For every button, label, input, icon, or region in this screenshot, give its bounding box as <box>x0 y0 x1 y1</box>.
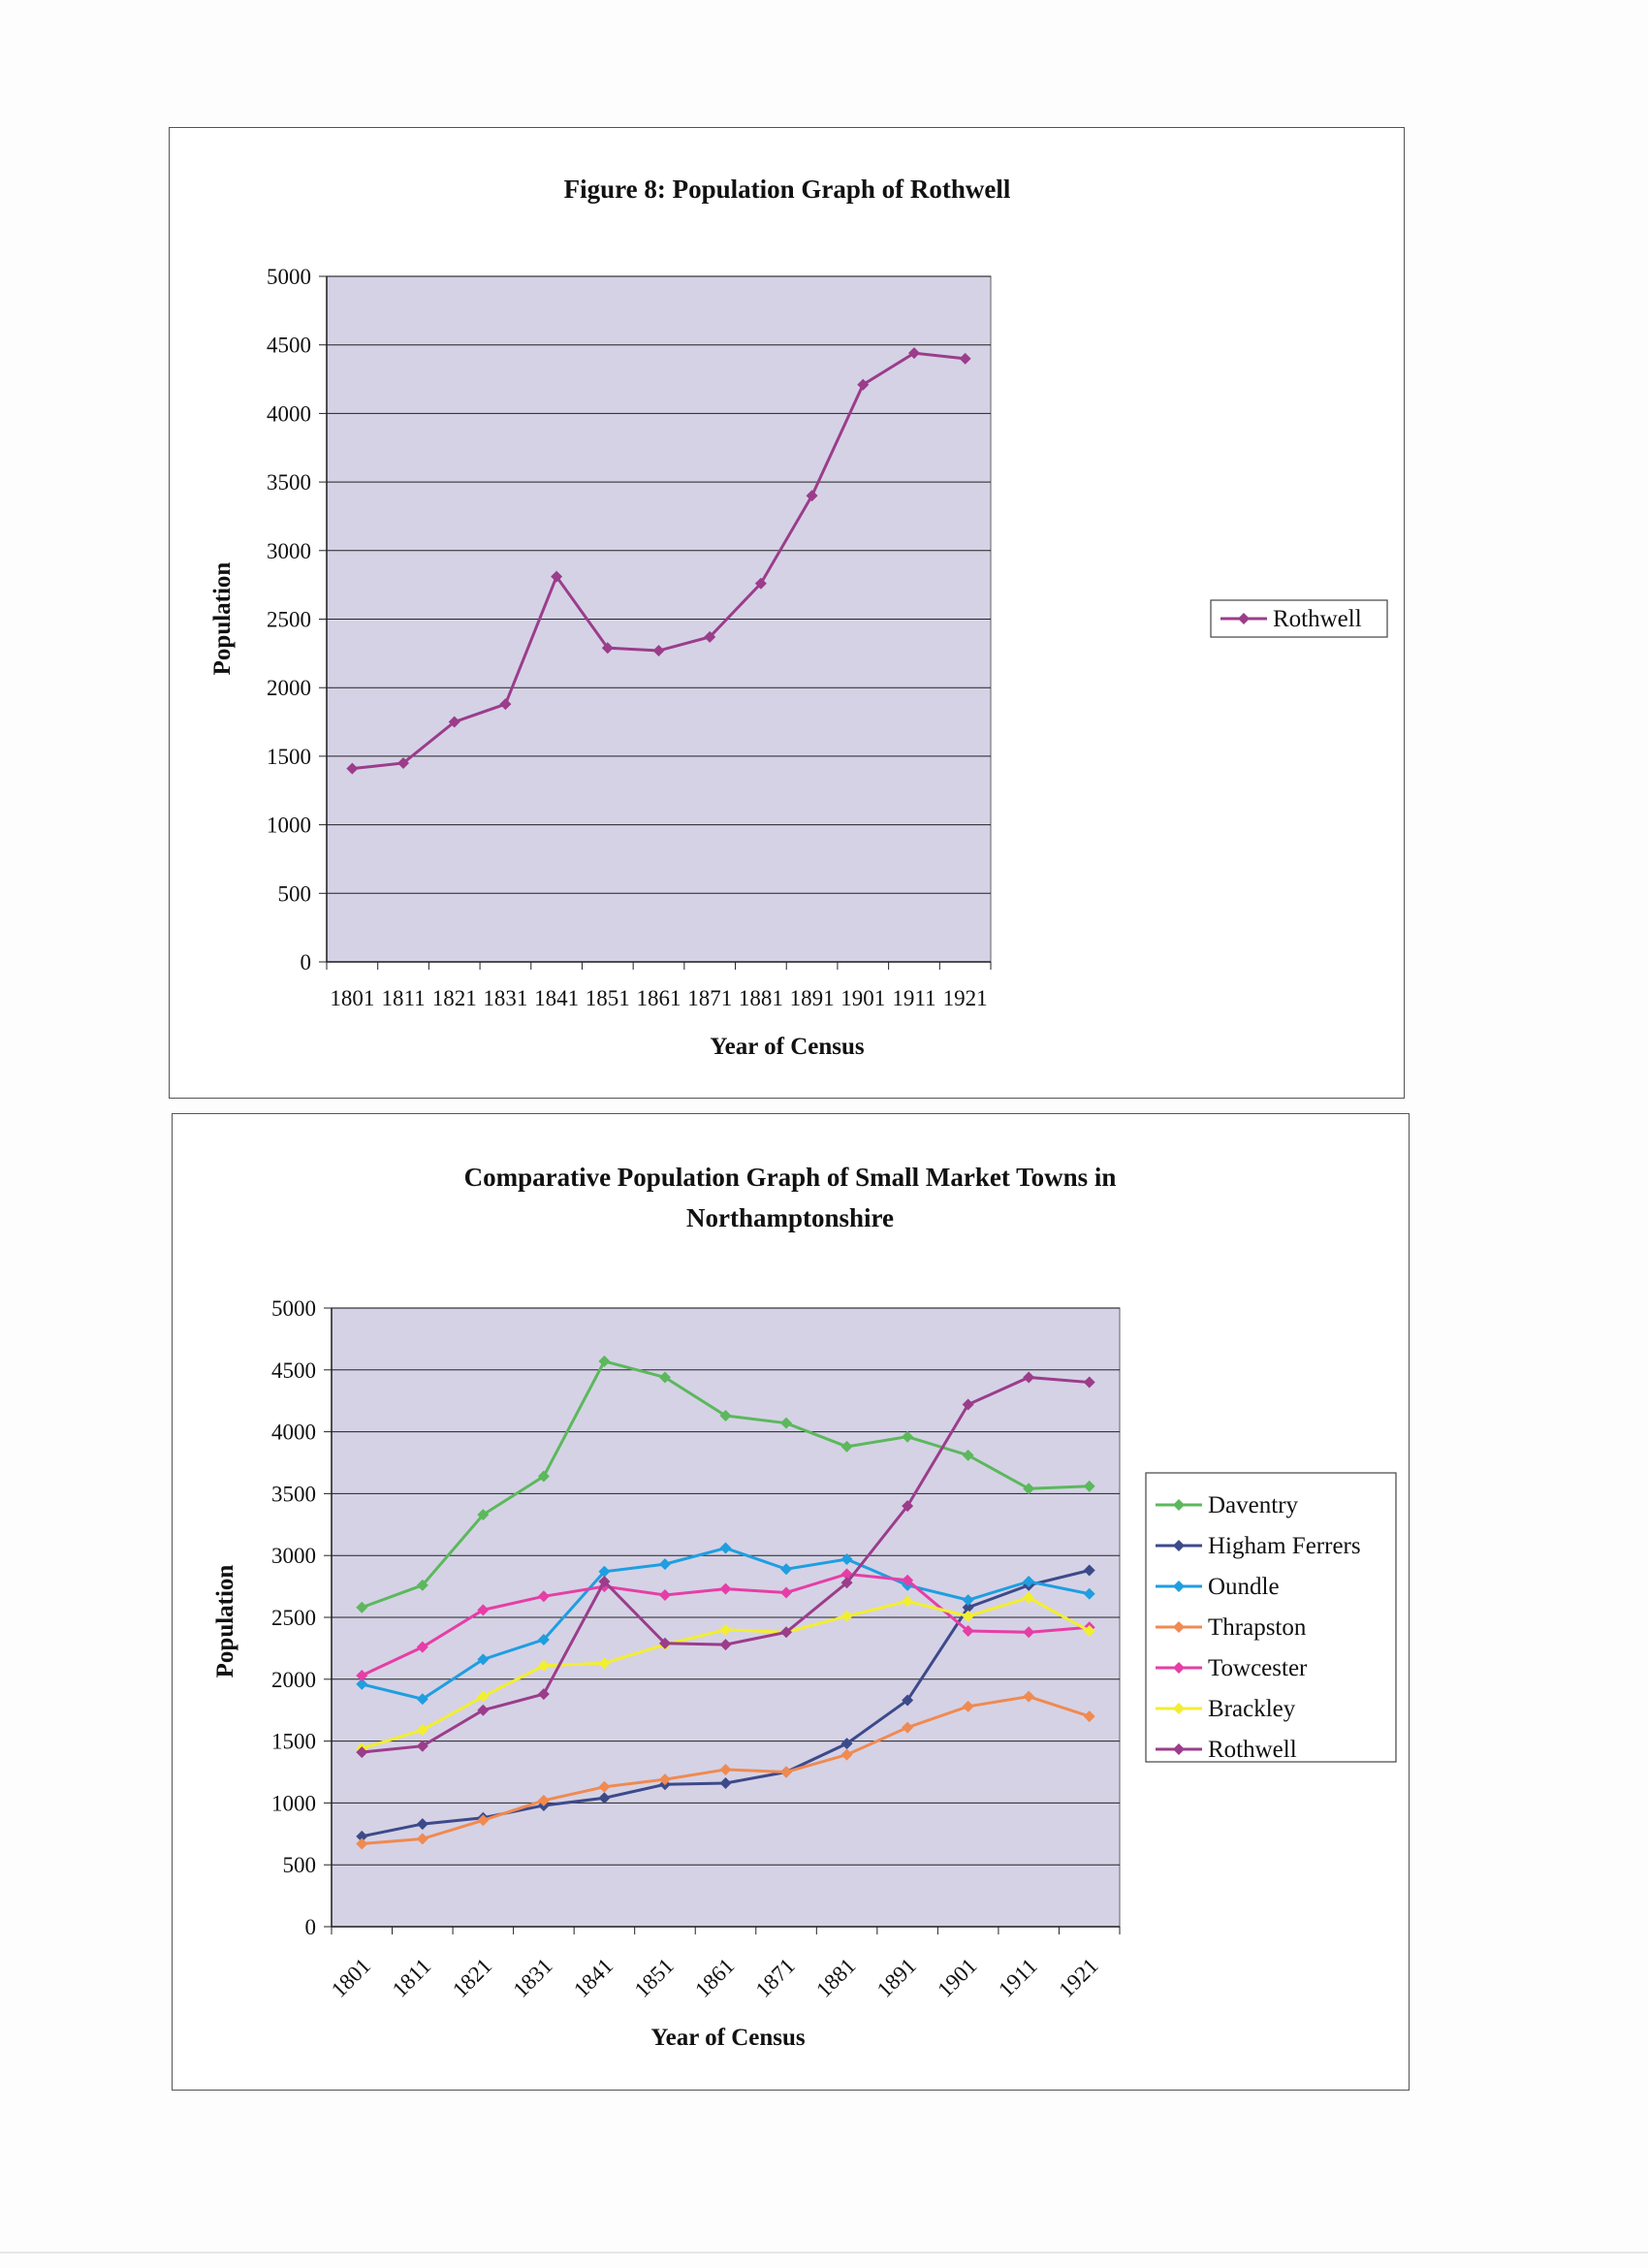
x-tick-label: 1831 <box>508 1953 557 2002</box>
y-tick-label: 4000 <box>267 401 311 427</box>
x-tick-label: 1881 <box>738 986 783 1010</box>
x-tick-label: 1841 <box>534 986 580 1010</box>
x-tick-label: 1901 <box>840 986 886 1010</box>
legend-label: Rothwell <box>1273 606 1362 632</box>
y-tick-label: 3000 <box>267 538 311 563</box>
y-tick-label: 1000 <box>271 1791 316 1816</box>
y-tick-label: 5000 <box>271 1296 316 1321</box>
chart-title-line: Comparative Population Graph of Small Market Towns in <box>463 1163 1117 1192</box>
legend-label: Higham Ferrers <box>1208 1533 1361 1559</box>
y-tick-label: 2500 <box>271 1606 316 1630</box>
x-tick-label: 1841 <box>569 1953 618 2002</box>
legend-label: Brackley <box>1208 1696 1296 1722</box>
page-bottom-rule <box>0 2252 1648 2253</box>
x-tick-label: 1921 <box>942 986 988 1010</box>
y-tick-label: 2000 <box>267 676 311 701</box>
x-tick-label: 1811 <box>381 986 426 1010</box>
rothwell-chart-svg <box>170 128 1404 1098</box>
x-tick-label: 1881 <box>811 1953 861 2002</box>
y-tick-label: 1500 <box>271 1729 316 1754</box>
x-axis-label: Year of Census <box>650 2025 806 2051</box>
chart-title: Figure 8: Population Graph of Rothwell <box>563 175 1011 204</box>
chart-title-line: Northamptonshire <box>685 1203 895 1232</box>
y-tick-label: 3500 <box>267 470 311 495</box>
y-tick-label: 500 <box>282 1853 316 1878</box>
x-tick-label: 1901 <box>933 1953 982 2002</box>
y-tick-label: 500 <box>277 881 311 907</box>
legend-label: Daventry <box>1208 1492 1299 1518</box>
y-tick-label: 1500 <box>267 744 311 769</box>
y-tick-label: 4500 <box>271 1358 316 1383</box>
y-tick-label: 0 <box>300 950 311 974</box>
x-tick-label: 1811 <box>387 1953 436 2002</box>
x-tick-label: 1801 <box>326 1953 376 2002</box>
y-tick-label: 1000 <box>267 813 311 838</box>
x-tick-label: 1871 <box>750 1953 800 2002</box>
y-tick-label: 4500 <box>267 333 311 358</box>
legend-label: Towcester <box>1208 1655 1308 1681</box>
y-tick-label: 5000 <box>267 265 311 289</box>
y-tick-label: 3500 <box>271 1482 316 1507</box>
x-tick-label: 1871 <box>687 986 733 1010</box>
x-tick-label: 1821 <box>431 986 477 1010</box>
x-tick-label: 1861 <box>636 986 681 1010</box>
x-axis-label: Year of Census <box>710 1034 865 1060</box>
x-tick-label: 1851 <box>629 1953 679 2002</box>
legend-label: Rothwell <box>1208 1737 1297 1763</box>
y-axis-label: Population <box>209 561 236 676</box>
legend-label: Thrapston <box>1208 1614 1307 1641</box>
x-tick-label: 1911 <box>994 1953 1042 2002</box>
y-tick-label: 4000 <box>271 1420 316 1445</box>
x-tick-label: 1891 <box>872 1953 921 2002</box>
x-tick-label: 1831 <box>483 986 528 1010</box>
y-axis-label: Population <box>212 1564 238 1678</box>
x-tick-label: 1891 <box>789 986 835 1010</box>
y-tick-label: 2000 <box>271 1667 316 1692</box>
x-tick-label: 1861 <box>690 1953 740 2002</box>
chart-panel-rothwell <box>169 127 1405 1099</box>
chart-panel-comparative <box>172 1113 1410 2091</box>
x-tick-label: 1851 <box>585 986 630 1010</box>
y-tick-label: 0 <box>304 1915 316 1939</box>
x-tick-label: 1921 <box>1054 1953 1103 2002</box>
y-tick-label: 3000 <box>271 1544 316 1569</box>
x-tick-label: 1821 <box>447 1953 497 2002</box>
y-tick-label: 2500 <box>267 607 311 632</box>
comparative-chart-svg <box>173 1114 1409 2090</box>
x-tick-label: 1801 <box>330 986 375 1010</box>
legend-label: Oundle <box>1208 1574 1280 1600</box>
x-tick-label: 1911 <box>892 986 936 1010</box>
